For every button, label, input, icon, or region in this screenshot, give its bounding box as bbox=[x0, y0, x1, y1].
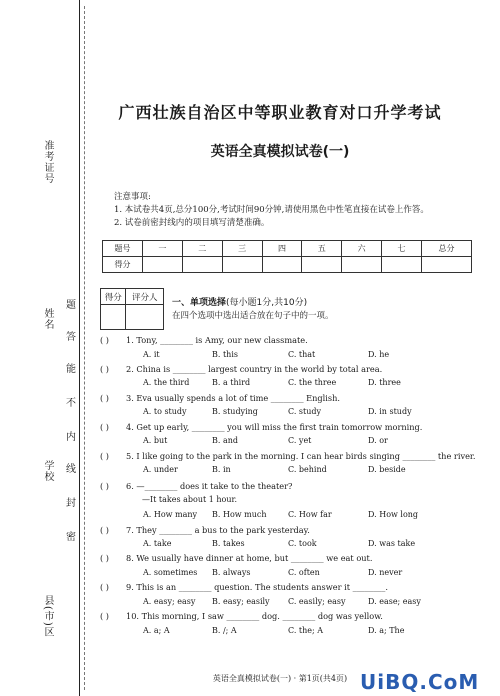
seal-word: 题 bbox=[66, 300, 76, 311]
option-c: C. the three bbox=[288, 378, 337, 387]
answer-blank[interactable]: ( ) bbox=[100, 422, 109, 432]
option-a: A. sometimes bbox=[143, 568, 198, 577]
option-b: B. /; A bbox=[212, 626, 237, 635]
question-stem: 10. This morning, I saw ________ dog. ________ dog was yellow. bbox=[126, 611, 383, 621]
score-row-label: 得分 bbox=[103, 257, 143, 273]
grader-name-label: 评分人 bbox=[126, 289, 164, 305]
watermark-logo: UiBQ.CoM bbox=[360, 670, 480, 694]
question-stem: 6. —________ does it take to the theater? bbox=[126, 481, 293, 491]
section-instruction: 在四个选项中选出适合放在句子中的一项。 bbox=[172, 311, 334, 321]
option-a: A. take bbox=[143, 539, 172, 548]
question-stem: 3. Eva usually spends a lot of time ________ English. bbox=[126, 393, 340, 403]
option-c: C. the; A bbox=[288, 626, 324, 635]
option-d: D. beside bbox=[368, 465, 406, 474]
score-input-cell[interactable] bbox=[182, 257, 222, 273]
page-footer: 英语全真模拟试卷(一) · 第1页(共4页) bbox=[212, 674, 348, 683]
answer-blank[interactable]: ( ) bbox=[100, 393, 109, 403]
score-input-cell[interactable] bbox=[302, 257, 342, 273]
section-title bbox=[172, 295, 307, 308]
option-a: A. but bbox=[143, 436, 168, 445]
score-table bbox=[102, 240, 472, 273]
grader-score-label: 得分 bbox=[101, 289, 126, 305]
exam-title: 广西壮族自治区中等职业教育对口升学考试 bbox=[118, 103, 442, 122]
question-stem: 7. They ________ a bus to the park yesterday. bbox=[126, 525, 310, 535]
option-c: C. How far bbox=[288, 510, 332, 519]
answer-blank[interactable]: ( ) bbox=[100, 553, 109, 563]
option-d: D. never bbox=[368, 568, 403, 577]
seal-word: 线 bbox=[66, 464, 76, 475]
score-table-cell: 四 bbox=[262, 241, 302, 257]
question-stem: 4. Get up early, ________ you will miss the first train tomorrow morning. bbox=[126, 422, 423, 432]
option-a: A. the third bbox=[143, 378, 190, 387]
seal-word: 密 bbox=[66, 532, 76, 543]
option-b: B. easy; easily bbox=[212, 597, 270, 606]
score-table-cell: 二 bbox=[182, 241, 222, 257]
option-d: D. he bbox=[368, 350, 390, 359]
option-b: B. takes bbox=[212, 539, 245, 548]
paper-subtitle: 英语全真模拟试卷(一) bbox=[210, 144, 350, 160]
score-input-cell[interactable] bbox=[342, 257, 382, 273]
exam-number-label: 准考证号 bbox=[42, 140, 53, 184]
notice-line: 2. 试卷前密封线内的项目填写清楚准确。 bbox=[114, 218, 270, 228]
option-c: C. yet bbox=[288, 436, 312, 445]
seal-word: 内 bbox=[66, 432, 76, 443]
score-input-cell[interactable] bbox=[262, 257, 302, 273]
score-input-cell[interactable] bbox=[422, 257, 472, 273]
option-c: C. often bbox=[288, 568, 320, 577]
score-table-header-row bbox=[103, 241, 472, 257]
option-b: B. a third bbox=[212, 378, 251, 387]
score-input-cell[interactable] bbox=[382, 257, 422, 273]
notice-line: 1. 本试卷共4页,总分100分,考试时间90分钟,请使用黑色中性笔直接在试卷上作答。 bbox=[114, 205, 429, 215]
seal-word: 不 bbox=[66, 398, 76, 409]
question-stem: 9. This is an ________ question. The students answer it ________. bbox=[126, 582, 388, 592]
score-table-cell: 三 bbox=[222, 241, 262, 257]
answer-blank[interactable]: ( ) bbox=[100, 525, 109, 535]
seal-word: 答 bbox=[66, 332, 76, 343]
notice-heading: 注意事项: bbox=[114, 192, 151, 202]
score-table-score-row bbox=[103, 257, 472, 273]
option-d: D. How long bbox=[368, 510, 419, 519]
answer-blank[interactable]: ( ) bbox=[100, 481, 109, 491]
answer-blank[interactable]: ( ) bbox=[100, 451, 109, 461]
option-d: D. three bbox=[368, 378, 401, 387]
answer-blank[interactable]: ( ) bbox=[100, 582, 109, 592]
score-table-cell: 七 bbox=[382, 241, 422, 257]
question-stem: 5. I like going to the park in the morning. I can hear birds singing ________ the river. bbox=[126, 451, 476, 461]
option-a: A. How many bbox=[143, 510, 198, 519]
score-table-cell: 题号 bbox=[103, 241, 143, 257]
answer-blank[interactable]: ( ) bbox=[100, 611, 109, 621]
grader-box bbox=[100, 288, 164, 330]
question-stem: 8. We usually have dinner at home, but ________ we eat out. bbox=[126, 553, 373, 563]
option-b: B. and bbox=[212, 436, 239, 445]
school-label: 学校 bbox=[42, 460, 53, 482]
option-a: A. it bbox=[143, 350, 160, 359]
dialogue-reply: —It takes about 1 hour. bbox=[142, 495, 237, 504]
option-b: B. in bbox=[212, 465, 231, 474]
option-d: D. was take bbox=[368, 539, 416, 548]
answer-blank[interactable]: ( ) bbox=[100, 364, 109, 374]
score-input-cell[interactable] bbox=[143, 257, 183, 273]
answer-blank[interactable]: ( ) bbox=[100, 335, 109, 345]
question-stem: 1. Tony, ________ is Amy, our new classmate. bbox=[126, 335, 308, 345]
option-a: A. easy; easy bbox=[143, 597, 196, 606]
option-b: B. always bbox=[212, 568, 251, 577]
score-input-cell[interactable] bbox=[222, 257, 262, 273]
option-a: A. under bbox=[143, 465, 178, 474]
option-d: D. ease; easy bbox=[368, 597, 421, 606]
option-c: C. study bbox=[288, 407, 322, 416]
seal-word: 能 bbox=[66, 364, 76, 375]
county-label: 县(市)区 bbox=[42, 595, 53, 638]
option-a: A. to study bbox=[143, 407, 187, 416]
grader-score-cell[interactable] bbox=[101, 305, 126, 330]
grader-name-cell[interactable] bbox=[126, 305, 164, 330]
notice-block bbox=[114, 191, 429, 230]
option-c: C. that bbox=[288, 350, 316, 359]
option-b: B. this bbox=[212, 350, 238, 359]
option-b: B. studying bbox=[212, 407, 258, 416]
option-c: C. behind bbox=[288, 465, 327, 474]
question-stem: 2. China is ________ largest country in the world by total area. bbox=[126, 364, 383, 374]
option-c: C. took bbox=[288, 539, 317, 548]
option-c: C. easily; easy bbox=[288, 597, 346, 606]
score-table-cell: 六 bbox=[342, 241, 382, 257]
option-d: D. or bbox=[368, 436, 388, 445]
score-table-cell: 总分 bbox=[422, 241, 472, 257]
score-table-cell: 一 bbox=[143, 241, 183, 257]
option-d: D. a; The bbox=[368, 626, 405, 635]
section-title-text: 一、单项选择 bbox=[172, 298, 227, 308]
score-table-cell: 五 bbox=[302, 241, 342, 257]
option-d: D. in study bbox=[368, 407, 412, 416]
option-b: B. How much bbox=[212, 510, 267, 519]
name-label: 姓名 bbox=[42, 308, 53, 330]
section-score-note: (每小题1分,共10分) bbox=[226, 298, 308, 308]
seal-word: 封 bbox=[66, 498, 76, 509]
option-a: A. a; A bbox=[143, 626, 170, 635]
